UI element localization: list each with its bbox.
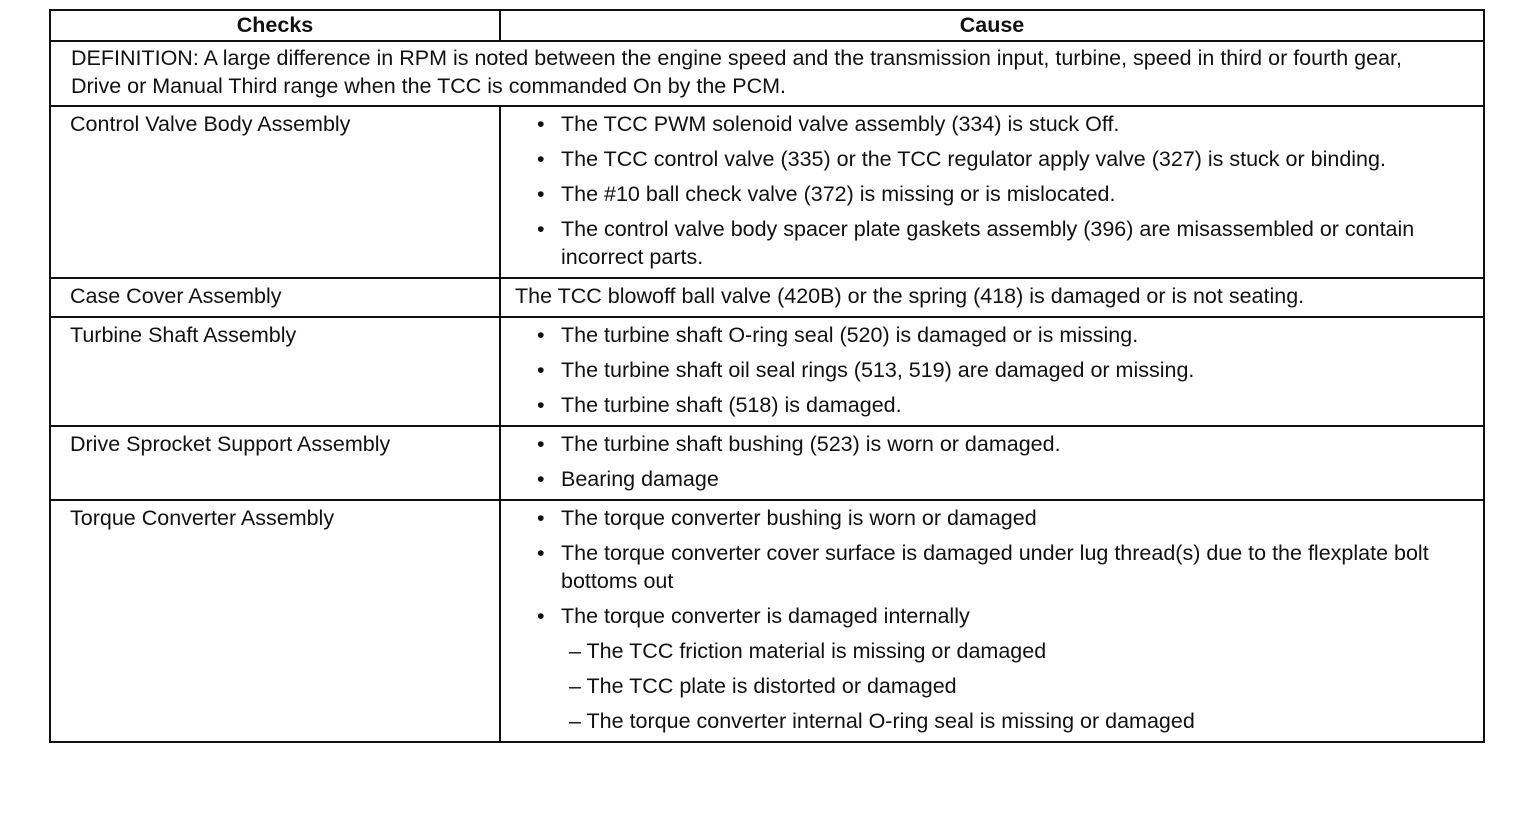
cause-item: • The turbine shaft oil seal rings (513, 519) are damaged or missing.: [537, 358, 1195, 382]
cause-item: • The torque converter cover surface is damaged under lug thread(s) due to the flexplate bolt bottoms out: [537, 541, 1429, 593]
cause-cell: [501, 279, 1483, 316]
sub-cause-item: – The TCC plate is distorted or damaged: [569, 674, 957, 698]
table-row: [51, 277, 1483, 316]
bullet-icon: •: [537, 147, 545, 171]
cause-item: • The torque converter is damaged internally – The TCC friction material is missing or damaged – The TCC plate is distorted or damaged – The torque converter internal O-ring seal is missing or damaged: [513, 602, 1463, 735]
bullet-icon: •: [537, 467, 545, 491]
bullet-icon: •: [537, 182, 545, 206]
header-checks: Checks: [51, 11, 501, 40]
bullet-icon: •: [537, 506, 545, 530]
sub-cause-item: – The torque converter internal O-ring seal is missing or damaged: [569, 709, 1195, 733]
cause-cell: [501, 318, 1483, 425]
bullet-icon: •: [537, 432, 545, 456]
check-cell: Torque Converter Assembly: [51, 501, 501, 741]
bullet-icon: •: [537, 541, 545, 565]
cause-cell: [501, 501, 1483, 741]
check-cell: Case Cover Assembly: [51, 279, 501, 316]
cause-item: • Bearing damage: [537, 467, 719, 491]
bullet-icon: •: [537, 112, 545, 136]
cause-item: • The #10 ball check valve (372) is missing or is mislocated.: [537, 182, 1116, 206]
table-header-row: [51, 11, 1483, 40]
table-row: [51, 105, 1483, 277]
cause-text: The TCC blowoff ball valve (420B) or the spring (418) is damaged or is not seating.: [515, 284, 1305, 308]
cause-item: • The turbine shaft (518) is damaged.: [537, 393, 902, 417]
cause-item: • The TCC PWM solenoid valve assembly (334) is stuck Off.: [537, 112, 1120, 136]
bullet-icon: •: [537, 358, 545, 382]
table-row: [51, 316, 1483, 425]
table-row: [51, 499, 1483, 741]
check-cell: Control Valve Body Assembly: [51, 107, 501, 277]
cause-item: • The turbine shaft bushing (523) is worn or damaged.: [537, 432, 1061, 456]
bullet-icon: •: [537, 393, 545, 417]
definition-row: [51, 40, 1483, 105]
bullet-icon: •: [537, 323, 545, 347]
cause-item: • The torque converter bushing is worn or damaged: [537, 506, 1037, 530]
sub-cause-list: [561, 637, 1463, 735]
header-cause: Cause: [959, 13, 1025, 37]
cause-cell: [501, 107, 1483, 277]
cause-item: • The control valve body spacer plate gaskets assembly (396) are misassembled or contain incorrect parts.: [537, 217, 1415, 269]
cause-cell: [501, 427, 1483, 499]
table-row: [51, 425, 1483, 499]
diagnosis-table: [49, 9, 1485, 743]
definition-text: DEFINITION: A large difference in RPM is noted between the engine speed and the transmission input, turbine, speed in third or fourth gear, Drive or Manual Third range when the TCC is commanded On by the PCM.: [71, 46, 1402, 98]
check-cell: Drive Sprocket Support Assembly: [51, 427, 501, 499]
cause-item: • The turbine shaft O-ring seal (520) is damaged or is missing.: [537, 323, 1139, 347]
bullet-icon: •: [537, 217, 545, 241]
check-cell: Turbine Shaft Assembly: [51, 318, 501, 425]
sub-cause-item: – The TCC friction material is missing or damaged: [569, 639, 1047, 663]
cause-item: • The TCC control valve (335) or the TCC regulator apply valve (327) is stuck or binding.: [537, 147, 1386, 171]
bullet-icon: •: [537, 604, 545, 628]
